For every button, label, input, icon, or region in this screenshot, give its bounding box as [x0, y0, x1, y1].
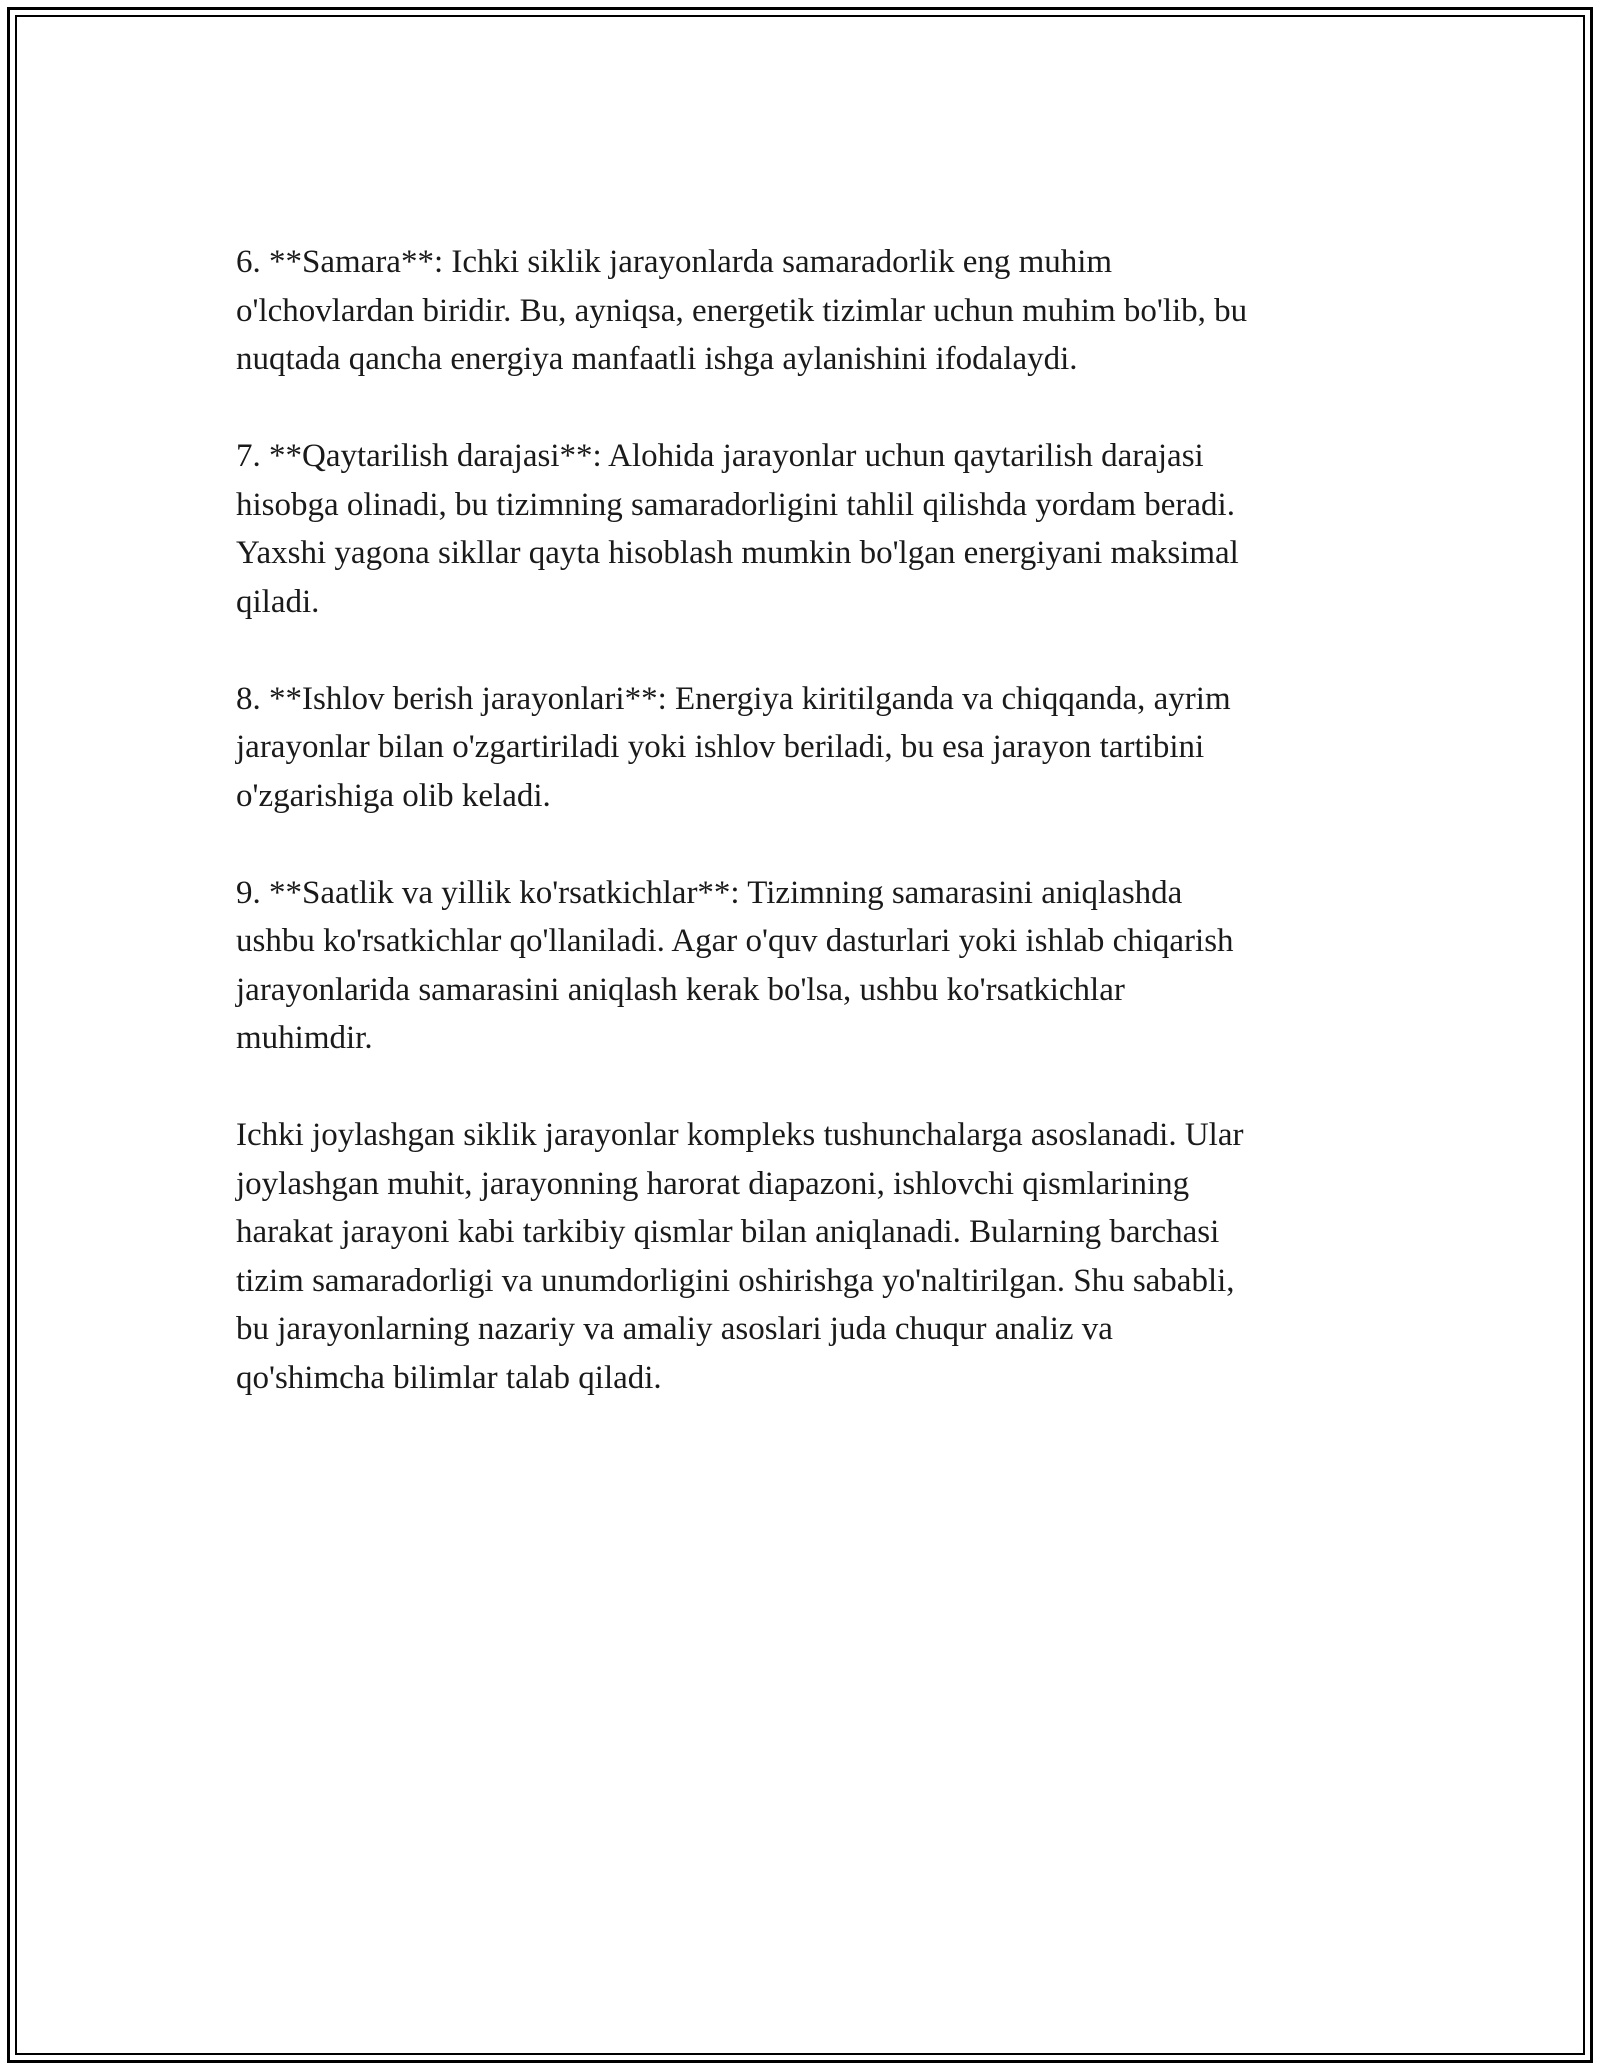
closing-paragraph: Ichki joylashgan siklik jarayonlar kompleks tushunchalarga asoslanadi. Ular joylashgan muhit, jarayonning harorat diapazoni, ishlovchi qismlarining harakat jarayoni kabi tarkibiy qismlar bilan aniqlanadi. Bularning barchasi tizim samaradorligi va unumdorligini oshirishga yo'naltirilgan. Shu sababli, bu jarayonlarning nazariy va amaliy asoslari juda chuqur analiz va qo'shimcha bilimlar talab qiladi.	[236, 1117, 1244, 1396]
list-item-samara: 6. **Samara**: Ichki siklik jarayonlarda samaradorlik eng muhim o'lchovlardan biridir. Bu, ayniqsa, energetik tizimlar uchun muhim bo'lib, bu nuqtada qancha energiya manfaatli ishga aylanishini ifodalaydi.	[236, 244, 1248, 377]
list-item-saatlik-va-yillik: 9. **Saatlik va yillik ko'rsatkichlar**: Tizimning samarasini aniqlashda ushbu ko'rsatkichlar qo'llaniladi. Agar o'quv dasturlari yoki ishlab chiqarish jarayonlarida samarasini aniqlash kerak bo'lsa, ushbu ko'rsatkichlar muhimdir.	[236, 874, 1234, 1056]
document-body	[236, 238, 1386, 1451]
list-item-ishlov-berish-jarayonlari: 8. **Ishlov berish jarayonlari**: Energiya kiritilganda va chiqqanda, ayrim jarayonlar bilan o'zgartiriladi yoki ishlov beriladi, bu esa jarayon tartibini o'zgarishiga olib keladi.	[236, 680, 1231, 814]
list-item-qaytarilish-darajasi: 7. **Qaytarilish darajasi**: Alohida jarayonlar uchun qaytarilish darajasi hisobga olinadi, bu tizimning samaradorligini tahlil qilishda yordam beradi. Yaxshi yagona sikllar qayta hisoblash mumkin bo'lgan energiyani maksimal qiladi.	[236, 438, 1239, 620]
